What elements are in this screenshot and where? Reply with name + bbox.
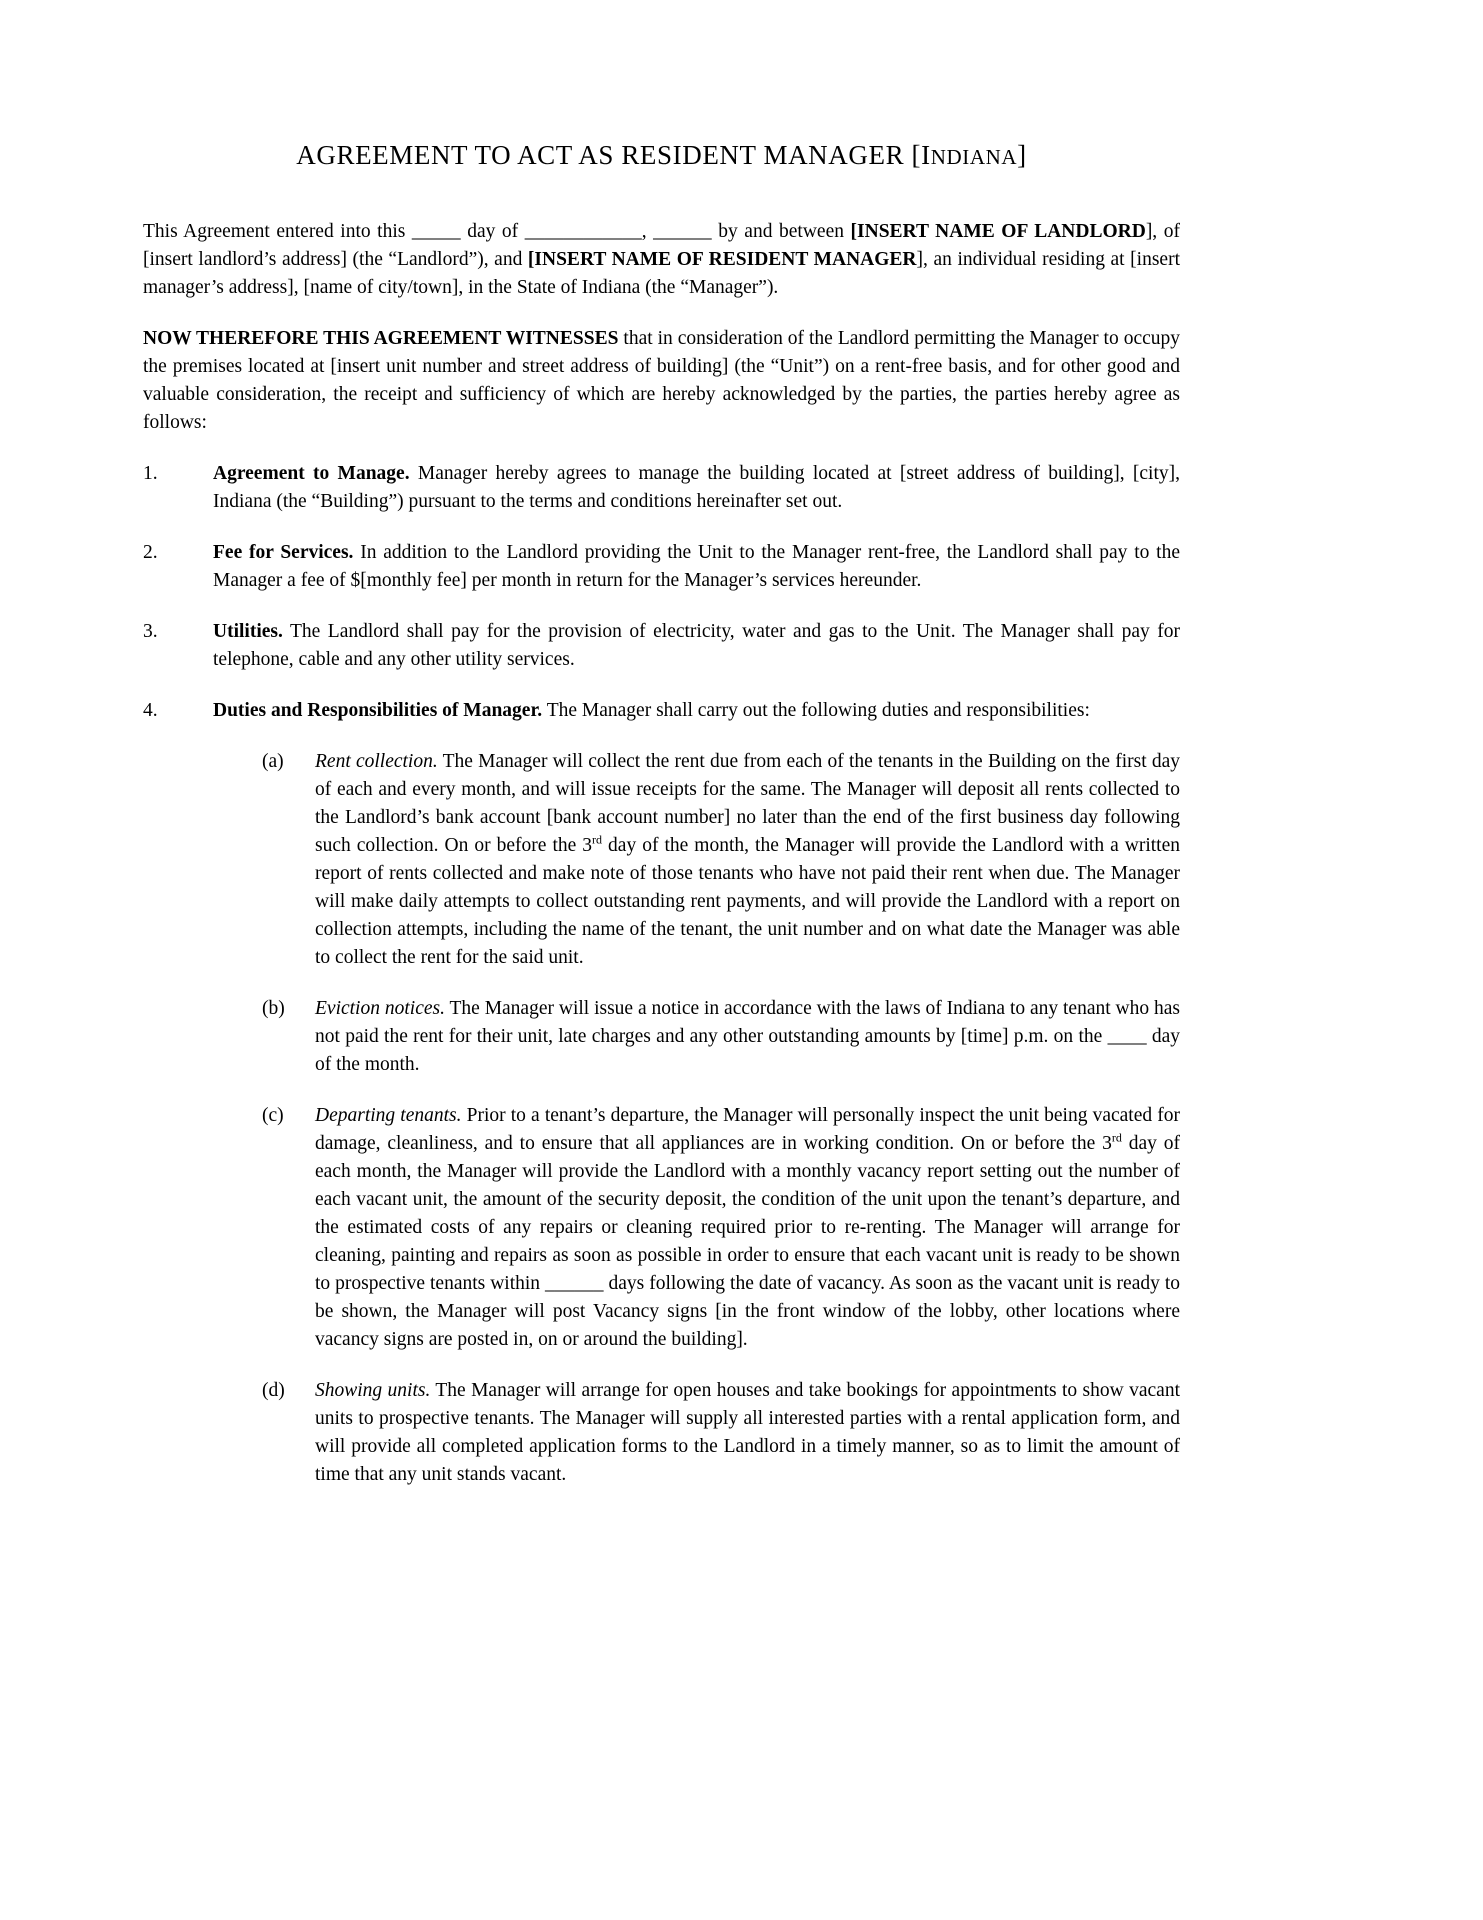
intro-paragraph: [143, 218, 1180, 302]
list-marker: 4.: [143, 700, 158, 721]
text-run: ______: [653, 221, 712, 242]
text-run: The Manager will issue a notice in accordance with the laws of Indiana to any tenant who has not paid the rent for their unit, late charges and any other outstanding amounts by [time] p.m. on the: [315, 998, 1180, 1047]
subsection-rent-collection: [262, 748, 1180, 972]
subsection-departing-tenants: [262, 1102, 1180, 1354]
list-marker: (d): [262, 1380, 285, 1401]
text-run: The Manager will collect the rent due from each of the tenants in the Building on the first day of each and every month, and will issue receipts for the same. The Manager will deposit all rents collected to the Landlord’s bank account [bank account number] no later than the end of the first business day following such collection. On or before the 3: [315, 751, 1181, 856]
text-run: NDIANA: [930, 145, 1018, 169]
text-run: ]: [1017, 140, 1027, 170]
text-run: rd: [1111, 1130, 1122, 1145]
text-run: ,: [641, 221, 654, 242]
text-run: Eviction notices.: [315, 998, 445, 1019]
agreement-document-page: [143, 0, 1180, 1489]
text-run: Utilities.: [213, 621, 283, 642]
text-run: that in consideration of the Landlord permitting the Manager to occupy the premises located at [insert unit number and street address of building] (the “Unit”) on a rent-free basis, and for other good and valuable consideration, the receipt and sufficiency of which are hereby acknowledged by the parties, the parties hereby agree as follows:: [143, 328, 1181, 433]
subsection-showing-units: [262, 1377, 1180, 1489]
text-run: Fee for Services.: [213, 542, 354, 563]
text-run: ____________: [524, 221, 642, 242]
list-item-text: [213, 460, 1180, 516]
list-item-text: [315, 748, 1180, 972]
text-run: In addition to the Landlord providing the Unit to the Manager rent-free, the Landlord shall pay to the Manager a fee of $[monthly fee] per month in return for the Manager’s services hereunder.: [213, 542, 1180, 591]
subsection-eviction-notices: [262, 995, 1180, 1079]
list-marker: 1.: [143, 463, 158, 484]
list-item-text: [213, 539, 1180, 595]
text-run: _____: [411, 221, 461, 242]
text-run: ], an individual residing at [insert manager’s address], [name of city/town], in the State of Indiana (the “Manager”).: [143, 249, 1180, 298]
text-run: Duties and Responsibilities of Manager.: [213, 700, 543, 721]
text-run: Rent collection.: [315, 751, 438, 772]
witnesses-paragraph: [143, 325, 1180, 437]
text-run: This Agreement entered into this: [143, 221, 412, 242]
text-run: day of the month.: [315, 1026, 1180, 1075]
text-run: days following the date of vacancy. As soon as the vacant unit is ready to be shown, the Manager will post Vacancy signs [in the front window of the lobby, other locations where vacancy signs are posted in, on or around the building].: [315, 1273, 1180, 1350]
text-run: The Landlord shall pay for the provision of electricity, water and gas to the Unit. The Manager shall pay for telephone, cable and any other utility services.: [213, 621, 1180, 670]
text-run: Showing units.: [315, 1380, 431, 1401]
text-run: The Manager will arrange for open houses and take bookings for appointments to show vacant units to prospective tenants. The Manager will supply all interested parties with a rental application form, and will provide all completed application forms to the Landlord in a timely manner, so as to limit the amount of time that any unit stands vacant.: [315, 1380, 1180, 1485]
section-fee-for-services: [143, 539, 1180, 595]
text-run: [INSERT NAME OF LANDLORD: [850, 221, 1146, 242]
text-run: day of: [460, 221, 525, 242]
document-title: [143, 138, 1180, 174]
list-item-text: [315, 1102, 1180, 1354]
list-marker: (a): [262, 751, 284, 772]
list-marker: (c): [262, 1105, 284, 1126]
section-agreement-to-manage: [143, 460, 1180, 516]
text-run: The Manager shall carry out the following duties and responsibilities:: [542, 700, 1090, 721]
text-run: Agreement to Manage.: [213, 463, 410, 484]
text-run: NOW THEREFORE THIS AGREEMENT WITNESSES: [143, 328, 619, 349]
list-marker: 3.: [143, 621, 158, 642]
text-run: ____: [1107, 1026, 1147, 1047]
text-run: Manager hereby agrees to manage the building located at [street address of building], [city], Indiana (the “Building”) pursuant to the terms and conditions hereinafter set out.: [213, 463, 1180, 512]
section-duties-and-responsibilities: [143, 697, 1180, 725]
text-run: day of the month, the Manager will provide the Landlord with a written report of rents collected and make note of those tenants who have not paid their rent when due. The Manager will make daily attempts to collect outstanding rent payments, and will provide the Landlord with a report on collection attempts, including the name of the tenant, the unit number and on what date the Manager was able to collect the rent for the said unit.: [315, 835, 1181, 968]
text-run: Prior to a tenant’s departure, the Manager will personally inspect the unit being vacated for damage, cleanliness, and to ensure that all appliances are in working condition. On or before the 3: [315, 1105, 1180, 1154]
section-utilities: [143, 618, 1180, 674]
text-run: day of each month, the Manager will provide the Landlord with a monthly vacancy report setting out the number of each vacant unit, the amount of the security deposit, the condition of the unit upon the tenant’s departure, and the estimated costs of any repairs or cleaning required prior to re-renting. The Manager will arrange for cleaning, painting and repairs as soon as possible in order to ensure that each vacant unit is ready to be shown to prospective tenants within: [315, 1133, 1180, 1294]
list-item-text: [315, 995, 1180, 1079]
text-run: AGREEMENT TO ACT AS RESIDENT MANAGER [I: [296, 140, 931, 170]
text-run: by and between: [711, 221, 851, 242]
list-item-text: [213, 618, 1180, 674]
text-run: rd: [592, 832, 603, 847]
text-run: ______: [545, 1273, 604, 1294]
list-marker: (b): [262, 998, 285, 1019]
document-body: [143, 218, 1180, 1489]
list-item-text: [315, 1377, 1180, 1489]
text-run: ], of [insert landlord’s address] (the “Landlord”), and: [143, 221, 1180, 270]
list-marker: 2.: [143, 542, 158, 563]
list-item-text: [213, 697, 1180, 725]
text-run: [INSERT NAME OF RESIDENT MANAGER: [527, 249, 917, 270]
text-run: Departing tenants.: [315, 1105, 462, 1126]
